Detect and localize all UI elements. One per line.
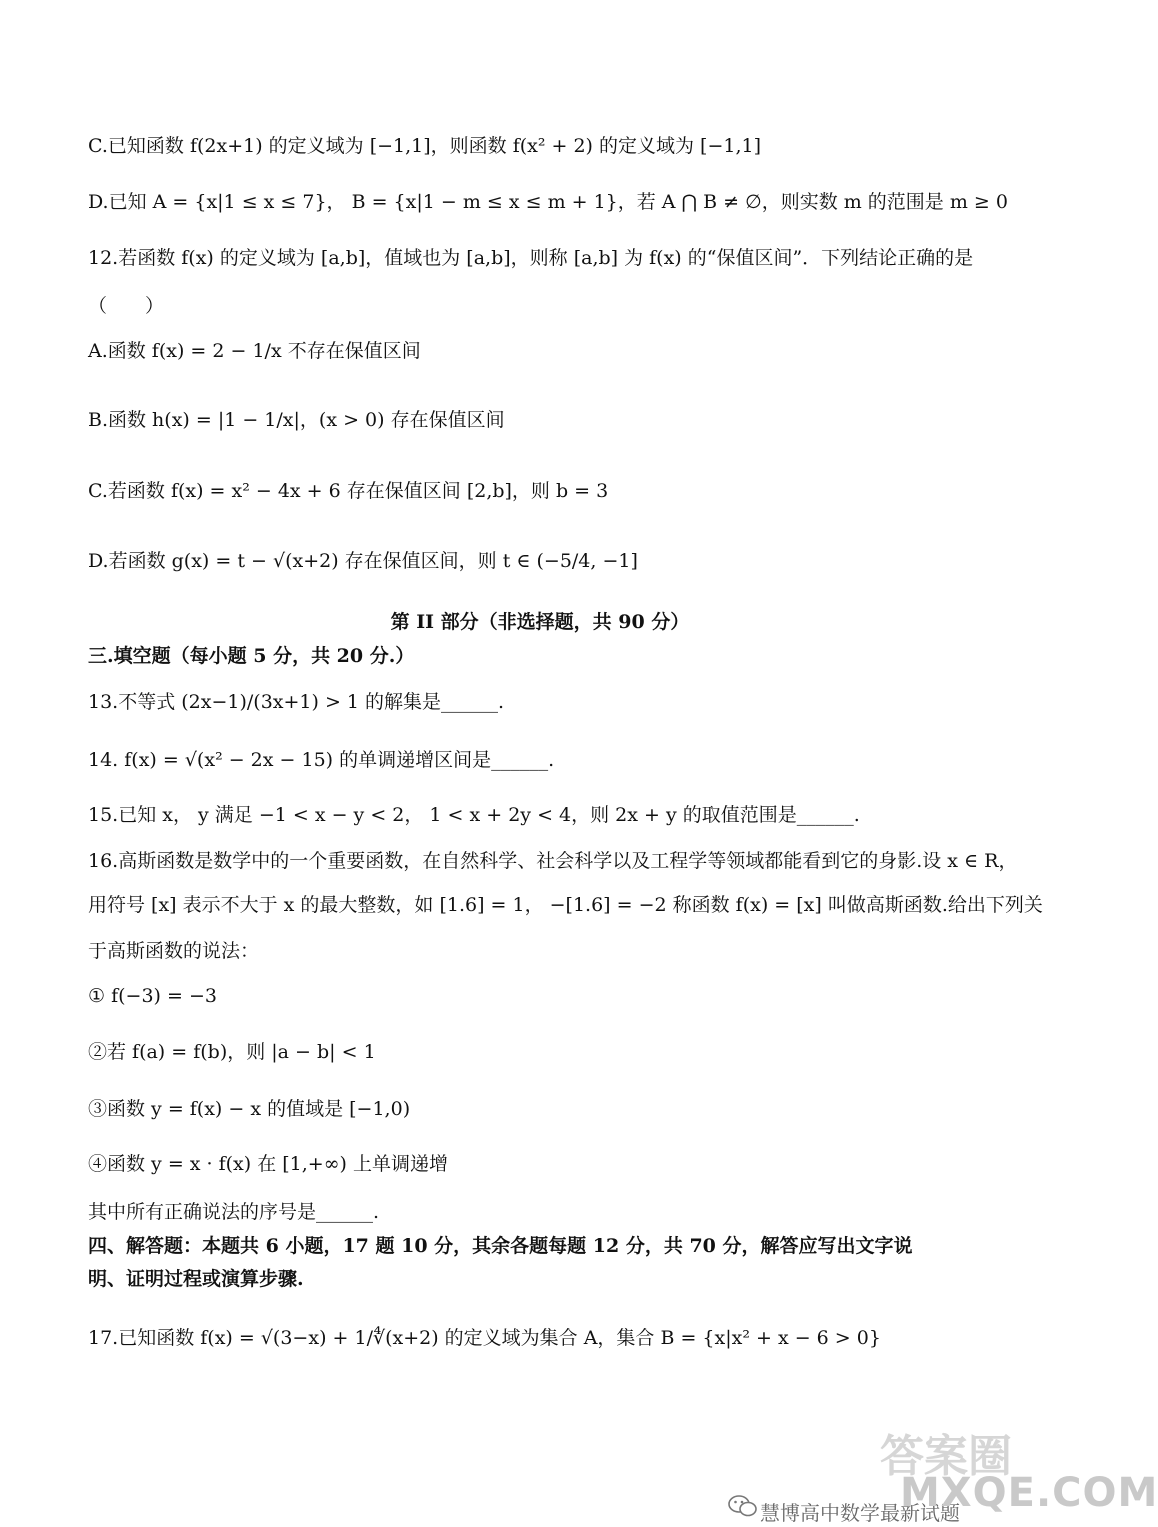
q13: 13.不等式 (2x−1)/(3x+1) > 1 的解集是______.	[88, 691, 505, 713]
q12-stem: 12.若函数 f(x) 的定义域为 [a,b]，值域也为 [a,b]，则称 [a,b] 为 f(x) 的“保值区间”．下列结论正确的是	[88, 247, 974, 269]
part2-heading: 第 II 部分（非选择题，共 90 分）	[390, 611, 690, 633]
section4-heading-line-2: 明、证明过程或演算步骤.	[88, 1268, 304, 1290]
q16-statement-4: ④函数 y = x · f(x) 在 [1,+∞) 上单调递增	[88, 1153, 448, 1175]
watermark-account: 慧博高中数学最新试题	[760, 1501, 960, 1525]
q11-option-d: D.已知 A = {x|1 ≤ x ≤ 7}， B = {x|1 − m ≤ x ≤ m + 1}，若 A ⋂ B ≠ ∅，则实数 m 的范围是 m ≥ 0	[88, 191, 1008, 213]
q16-statement-2: ②若 f(a) = f(b)，则 |a − b| < 1	[88, 1041, 376, 1063]
q16-line-3: 于高斯函数的说法：	[88, 940, 260, 962]
q16-conclusion: 其中所有正确说法的序号是______.	[88, 1201, 380, 1223]
q12-answer-paren: （ ）	[88, 295, 165, 317]
q16-line-1: 16.高斯函数是数学中的一个重要函数，在自然科学、社会科学以及工程学等领域都能看到它的身影.设 x ∈ R，	[88, 850, 1018, 872]
q17: 17.已知函数 f(x) = √(3−x) + 1/∜(x+2) 的定义域为集合 A，集合 B = {x|x² + x − 6 > 0}	[88, 1327, 881, 1349]
q16-line-2: 用符号 [x] 表示不大于 x 的最大整数，如 [1.6] = 1， −[1.6] = −2 称函数 f(x) = [x] 叫做高斯函数.给出下列关	[88, 894, 1043, 916]
q16-statement-1: ① f(−3) = −3	[88, 985, 217, 1007]
q15: 15.已知 x， y 满足 −1 < x − y < 2， 1 < x + 2y < 4，则 2x + y 的取值范围是______.	[88, 804, 860, 826]
watermark-logo: 答案圈	[880, 1431, 1012, 1482]
section4-heading-line-1: 四、解答题：本题共 6 小题，17 题 10 分，其余各题每题 12 分，共 70 分，解答应写出文字说	[88, 1235, 913, 1257]
watermark-site: MXQE.COM	[900, 1470, 1158, 1516]
wechat-icon	[728, 1494, 758, 1518]
q14: 14. f(x) = √(x² − 2x − 15) 的单调递增区间是______.	[88, 749, 555, 771]
q12-option-c: C.若函数 f(x) = x² − 4x + 6 存在保值区间 [2,b]，则 b = 3	[88, 480, 609, 502]
q16-statement-3: ③函数 y = f(x) − x 的值域是 [−1,0)	[88, 1098, 411, 1120]
q12-option-b: B.函数 h(x) = |1 − 1/x|，(x > 0) 存在保值区间	[88, 409, 505, 431]
q11-option-c: C.已知函数 f(2x+1) 的定义域为 [−1,1]，则函数 f(x² + 2) 的定义域为 [−1,1]	[88, 135, 762, 157]
section3-heading: 三.填空题（每小题 5 分，共 20 分.）	[88, 645, 415, 667]
q12-option-a: A.函数 f(x) = 2 − 1/x 不存在保值区间	[88, 340, 421, 362]
q12-option-d: D.若函数 g(x) = t − √(x+2) 存在保值区间，则 t ∈ (−5/4, −1]	[88, 550, 638, 572]
